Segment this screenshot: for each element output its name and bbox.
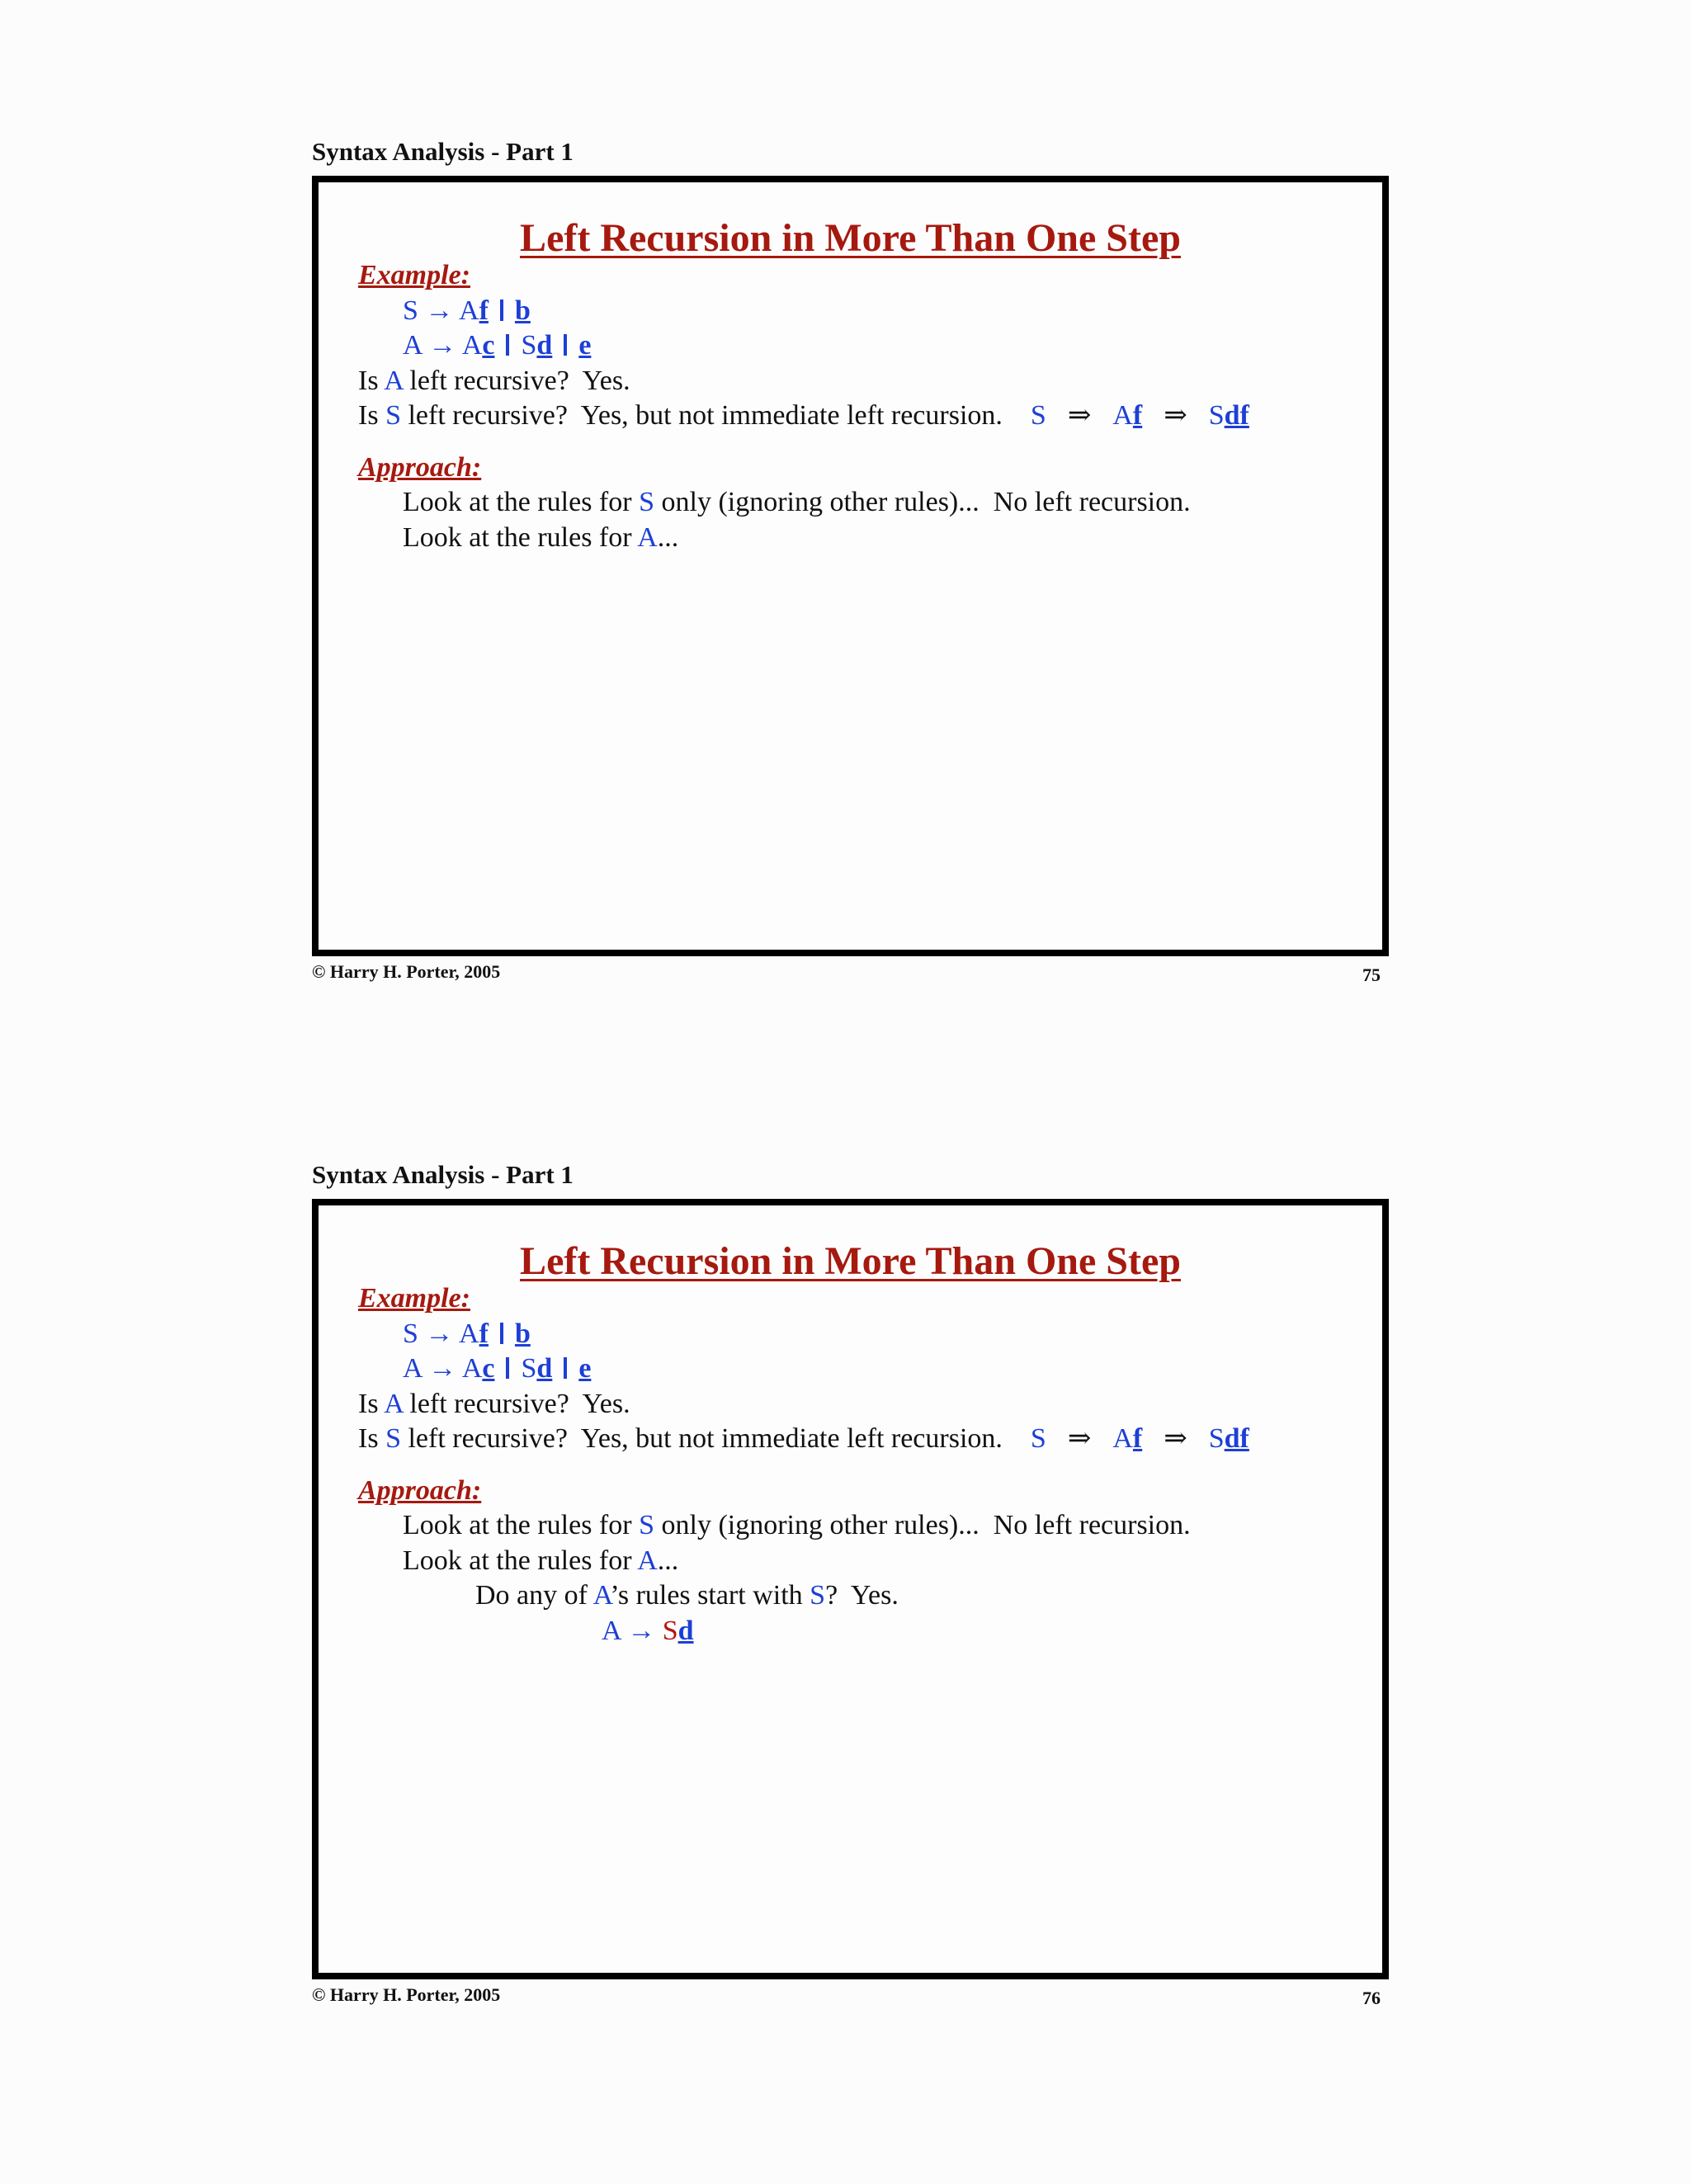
question-s (358, 399, 1366, 434)
terminal: b (514, 295, 531, 326)
text: Is (358, 400, 386, 431)
terminal: e (578, 1353, 592, 1384)
approach-step-2 (358, 1544, 1366, 1579)
text: Look at the rules for (403, 487, 640, 517)
terminal: df (1224, 400, 1249, 431)
nonterminal: A (459, 295, 479, 326)
approach-step-3 (358, 1578, 1366, 1614)
terminal: df (1224, 1423, 1249, 1454)
text: ... (657, 1545, 679, 1576)
section-header: Syntax Analysis - Part 1 (312, 137, 574, 166)
page-number: 76 (1362, 1988, 1381, 2008)
double-arrow-icon: ⇒ (1164, 1423, 1187, 1454)
arrow-icon: → (425, 295, 454, 326)
approach-step-1 (358, 1508, 1366, 1544)
nonterminal: A (459, 1318, 479, 1349)
alternative-bar-icon (506, 1357, 509, 1379)
copyright: © Harry H. Porter, 2005 (312, 1984, 501, 2005)
section-header: Syntax Analysis - Part 1 (312, 1160, 574, 1189)
page-number: 75 (1362, 965, 1381, 985)
rule-lhs: S (403, 295, 418, 326)
alternative-bar-icon (500, 1323, 503, 1344)
slide-frame (312, 1199, 1389, 1979)
arrow-icon: → (627, 1615, 656, 1646)
nonterminal: A (384, 365, 403, 396)
text: ’s rules start with (610, 1580, 810, 1611)
text: Is (358, 1388, 385, 1419)
slide-content (358, 1281, 1366, 1649)
grammar-rule-s (358, 294, 1366, 329)
slide-title: Left Recursion in More Than One Step (520, 1239, 1181, 1283)
text: Is (358, 1423, 386, 1454)
text: left recursive? Yes. (402, 1388, 630, 1419)
alternative-bar-icon (506, 334, 509, 356)
slide-frame (312, 176, 1389, 956)
text: Do any of (475, 1580, 593, 1611)
terminal: d (677, 1615, 694, 1646)
derivation (1031, 399, 1249, 434)
terminal: e (578, 330, 592, 361)
rule-lhs: A (403, 1353, 422, 1384)
copyright: © Harry H. Porter, 2005 (312, 961, 501, 982)
nonterminal: S (810, 1580, 826, 1611)
terminal: c (482, 1353, 495, 1384)
rule-lhs: S (403, 1318, 418, 1349)
nonterminal: S (639, 1510, 654, 1540)
question-a (358, 1387, 1366, 1422)
double-arrow-icon: ⇒ (1164, 400, 1187, 431)
text: Look at the rules for (403, 1545, 638, 1576)
question-s (358, 1422, 1366, 1457)
text: only (ignoring other rules)... No left recursion. (654, 487, 1191, 517)
approach-step-4-rule (358, 1614, 1366, 1649)
terminal: f (1132, 1423, 1143, 1454)
rule-lhs: A (403, 330, 422, 361)
nonterminal: A (592, 1580, 611, 1611)
text: Is (358, 365, 385, 396)
nonterminal: A (384, 1388, 403, 1419)
derivation (1031, 1422, 1249, 1457)
slide-title: Left Recursion in More Than One Step (520, 216, 1181, 260)
terminal: c (482, 330, 495, 361)
alternative-bar-icon (564, 334, 567, 356)
text: only (ignoring other rules)... No left recursion. (654, 1510, 1191, 1540)
terminal: d (536, 1353, 553, 1384)
terminal: f (479, 295, 489, 326)
terminal: f (1132, 400, 1143, 431)
nonterminal: A (1112, 1423, 1133, 1454)
nonterminal: S (1208, 400, 1225, 431)
nonterminal: S (385, 400, 401, 431)
slide-content (358, 258, 1366, 555)
nonterminal: S (1030, 400, 1046, 431)
alternative-bar-icon (500, 300, 503, 321)
approach-label: Approach: (358, 451, 482, 483)
grammar-rule-a (358, 1351, 1366, 1387)
text: ... (657, 521, 679, 553)
double-arrow-icon: ⇒ (1067, 400, 1092, 431)
approach-label: Approach: (358, 1474, 482, 1506)
terminal: d (536, 330, 553, 361)
nonterminal: A (1112, 400, 1133, 431)
slide-footer (312, 1984, 1389, 2009)
terminal: f (479, 1318, 489, 1349)
nonterminal: S (1208, 1423, 1225, 1454)
example-label: Example: (358, 260, 470, 290)
text: Look at the rules for (403, 1510, 640, 1540)
arrow-icon: → (425, 1318, 454, 1349)
terminal: b (514, 1318, 531, 1349)
nonterminal: A (461, 1353, 483, 1384)
nonterminal: A (637, 1545, 658, 1576)
nonterminal: S (521, 1353, 537, 1384)
text: ? Yes. (825, 1580, 899, 1611)
double-arrow-icon: ⇒ (1067, 1423, 1092, 1454)
alternative-bar-icon (564, 1357, 567, 1379)
nonterminal: A (461, 330, 483, 361)
nonterminal: S (639, 487, 654, 517)
nonterminal: S (1030, 1423, 1046, 1454)
slide-page-76 (312, 1162, 1389, 2009)
arrow-icon: → (428, 1353, 457, 1384)
text: left recursive? Yes, but not immediate left recursion. (400, 1423, 1003, 1454)
nonterminal-highlighted: S (662, 1615, 678, 1646)
text: Look at the rules for (403, 521, 638, 553)
approach-step-2 (358, 521, 1366, 556)
grammar-rule-s (358, 1317, 1366, 1352)
slide-page-75 (312, 139, 1389, 986)
text: left recursive? Yes. (402, 365, 630, 396)
example-label: Example: (358, 1283, 470, 1314)
question-a (358, 364, 1366, 399)
rule-lhs: A (602, 1615, 621, 1646)
arrow-icon: → (428, 330, 457, 361)
nonterminal: A (637, 521, 658, 553)
nonterminal: S (521, 330, 537, 361)
approach-step-1 (358, 485, 1366, 521)
grammar-rule-a (358, 328, 1366, 364)
nonterminal: S (385, 1423, 401, 1454)
slide-footer (312, 961, 1389, 986)
text: left recursive? Yes, but not immediate left recursion. (400, 400, 1003, 431)
